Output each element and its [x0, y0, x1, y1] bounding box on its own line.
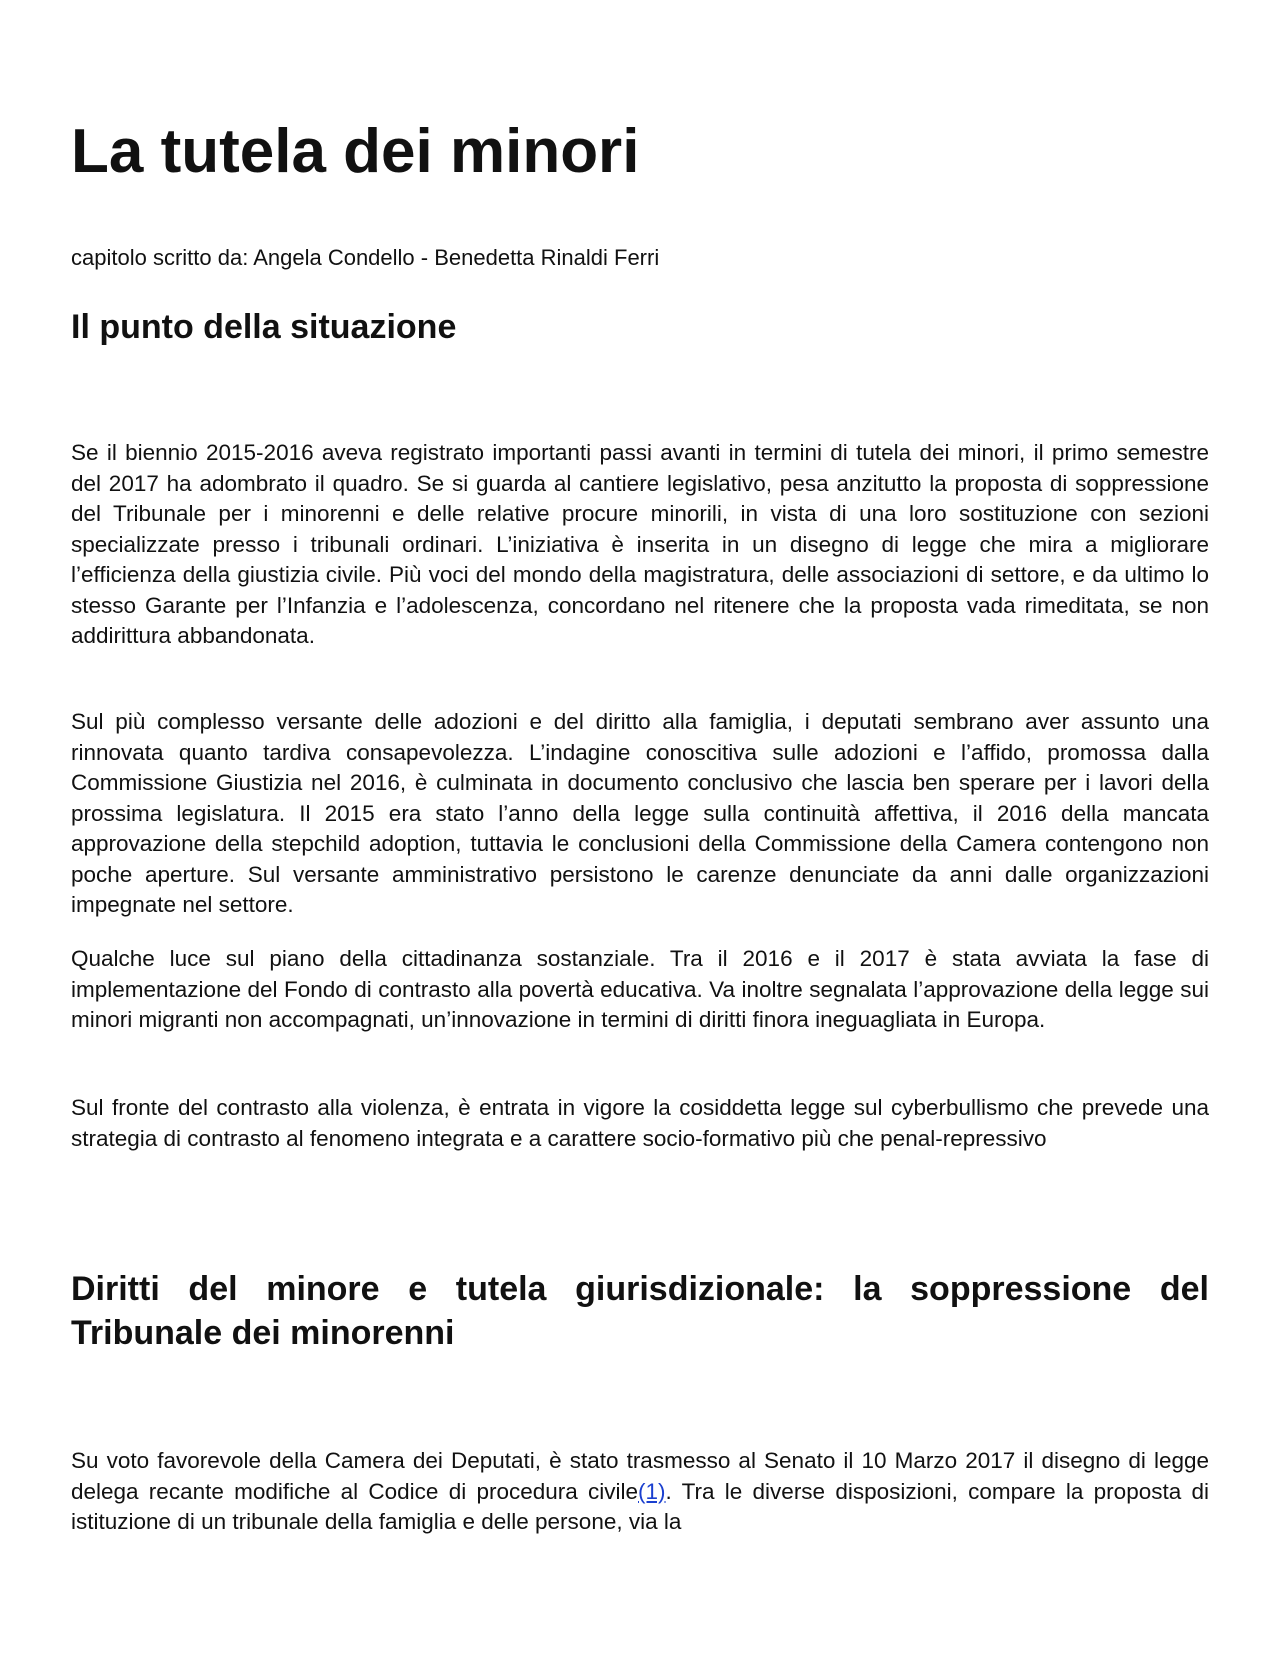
section-heading-diritti-minore: Diritti del minore e tutela giurisdizionale: la soppressione del Tribunale dei minorenni — [71, 1270, 1209, 1353]
page-title: La tutela dei minori — [71, 117, 640, 186]
paragraph-5 — [71, 1446, 1209, 1538]
section-heading-situazione: Il punto della situazione — [71, 308, 457, 346]
paragraph-1: Se il biennio 2015-2016 aveva registrato importanti passi avanti in termini di tutela dei minori, il primo semestre del 2017 ha adombrato il quadro. Se si guarda al cantiere legislativo, pesa anzitutto la proposta di soppressione del Tribunale per i minorenni e delle relative procure minorili, in vista di una loro sostituzione con sezioni specializzate presso i tribunali ordinari. L’iniziativa è inserita in un disegno di legge che mira a migliorare l’efficienza della giustizia civile. Più voci del mondo della magistratura, delle associazioni di settore, e da ultimo lo stesso Garante per l’Infanzia e l’adolescenza, concordano nel ritenere che la proposta vada rimeditata, se non addirittura abbandonata. — [71, 440, 1209, 648]
paragraph-5-text-end: . Tra le diverse disposizioni, compare la proposta di istituzione di un tribunale della famiglia e delle persone, via la — [71, 1478, 1209, 1534]
chapter-byline: capitolo scritto da: Angela Condello - Benedetta Rinaldi Ferri — [71, 245, 660, 270]
paragraph-3: Qualche luce sul piano della cittadinanza sostanziale. Tra il 2016 e il 2017 è stata avviata la fase di implementazione del Fondo di contrasto alla povertà educativa. Va inoltre segnalata l’approvazione della legge sui minori migranti non accompagnati, un’innovazione in termini di diritti finora ineguagliata in Europa. — [71, 946, 1209, 1032]
paragraph-5-text-start: Su voto favorevole della Camera dei Deputati, è stato trasmesso al Senato il 10 Marzo 2017 il disegno di legge delega recante modifiche al Codice di procedura civile — [71, 1448, 1209, 1504]
footnote-link-1[interactable]: (1) — [638, 1478, 666, 1504]
paragraph-4: Sul fronte del contrasto alla violenza, è entrata in vigore la cosiddetta legge sul cyberbullismo che prevede una strategia di contrasto al fenomeno integrata e a carattere socio-formativo più che penal-repressivo — [71, 1095, 1209, 1151]
paragraph-2: Sul più complesso versante delle adozioni e del diritto alla famiglia, i deputati sembrano aver assunto una rinnovata quanto tardiva consapevolezza. L’indagine conoscitiva sulle adozioni e l’affido, promossa dalla Commissione Giustizia nel 2016, è culminata in documento conclusivo che lascia ben sperare per i lavori della prossima legislatura. Il 2015 era stato l’anno della legge sulla continuità affettiva, il 2016 della mancata approvazione della stepchild adoption, tuttavia le conclusioni della Commissione della Camera contengono non poche aperture. Sul versante amministrativo persistono le carenze denunciate da anni dalle organizzazioni impegnate nel settore. — [71, 709, 1209, 917]
